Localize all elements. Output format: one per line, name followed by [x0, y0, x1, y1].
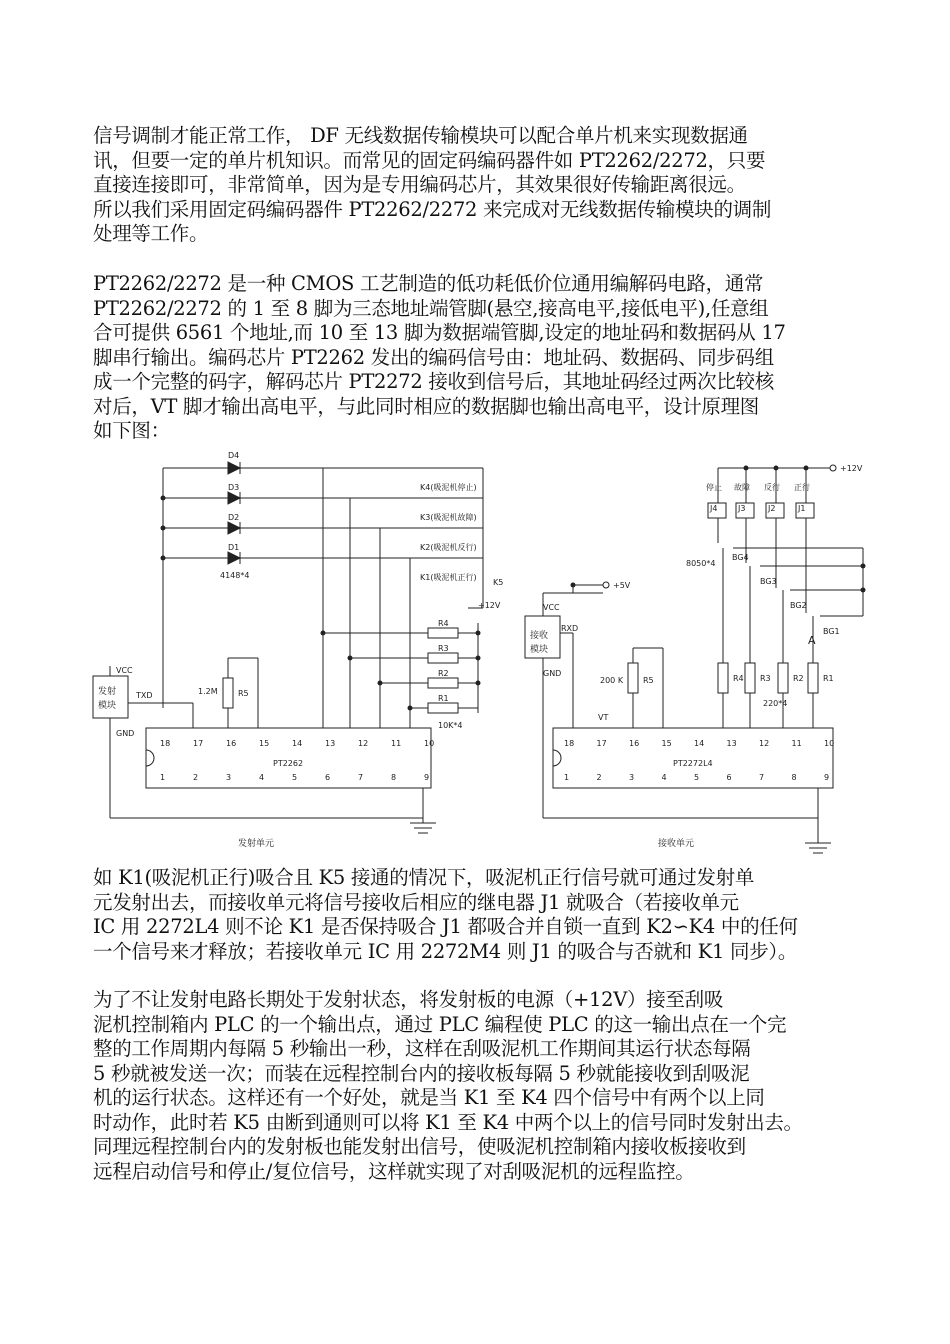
relay-desc-j4: 停止 [706, 483, 722, 492]
rx-chip-pin: 6 [726, 773, 732, 782]
transistor-label-bg4: BG4 [732, 553, 749, 562]
rx-chip-pin: 3 [629, 773, 635, 782]
relay-desc-j3: 故障 [734, 483, 750, 492]
transistor-part-label: 8050*4 [686, 559, 716, 568]
relay-label-j3: J3 [738, 504, 746, 513]
rx-resistor-label-r3: R3 [760, 674, 771, 683]
transistor-label-bg2: BG2 [790, 601, 807, 610]
tx-chip-pin: 9 [424, 773, 430, 782]
paragraph-pt2262-description [93, 272, 863, 444]
rx-chip-label: PT2272L4 [673, 759, 713, 768]
tx-chip-pin: 12 [358, 739, 369, 748]
diode-label-d4: D4 [228, 451, 240, 460]
rx-chip-pin: 12 [759, 739, 770, 748]
switch-label-k4: K4(吸泥机停止) [420, 483, 477, 492]
rx-chip-pin: 17 [596, 739, 607, 748]
text-line: 对后，VT 脚才输出高电平，与此同时相应的数据脚也输出高电平，设计原理图 [93, 394, 759, 418]
text-line: PT2262/2272 的 1 至 8 脚为三态地址端管脚(悬空,接高电平,接低电平),任意组 [93, 296, 769, 320]
rx-rxd-label: RXD [561, 624, 579, 633]
rx-chip-pin: 10 [824, 739, 835, 748]
tx-chip-pin: 4 [259, 773, 265, 782]
relay-desc-j2: 反行 [764, 483, 780, 492]
relay-label-j1: J1 [798, 504, 806, 513]
tx-resistor-label-r1: R1 [438, 694, 449, 703]
tx-chip-pin: 5 [292, 773, 298, 782]
rx-resistor-label-r4: R4 [733, 674, 744, 683]
rx-chip-pin: 13 [726, 739, 737, 748]
tx-chip-pin: 6 [325, 773, 331, 782]
rx-chip-pin: 9 [824, 773, 830, 782]
paragraph-intro [93, 124, 863, 247]
tx-module-label-2: 模块 [98, 701, 117, 711]
rx-supply5-label: +5V [613, 581, 631, 590]
diode-label-d1: D1 [228, 543, 240, 552]
paragraph-plc-control [93, 988, 863, 1184]
tx-chip-pin: 16 [226, 739, 237, 748]
switch-label-k5: K5 [493, 578, 504, 587]
text-line: IC 用 2272L4 则不论 K1 是否保持吸合 J1 都吸合并自锁一直到 K2∽K4 中的任何 [93, 915, 798, 938]
tx-chip-pin: 14 [292, 739, 303, 748]
tx-chip-pin: 7 [358, 773, 364, 782]
circuit-diagram [88, 448, 868, 860]
tx-chip-pin: 1 [160, 773, 166, 782]
tx-chip-pin: 3 [226, 773, 232, 782]
tx-chip-pin: 13 [325, 739, 336, 748]
tx-caption: 发射单元 [238, 839, 275, 849]
paragraph-k1-operation [93, 866, 863, 964]
rx-module-label-2: 模块 [530, 645, 549, 655]
rx-chip-pin: 4 [661, 773, 667, 782]
text-line: 如下图： [93, 419, 170, 442]
transistor-label-bg1: BG1 [823, 627, 840, 636]
rx-chip-pin: 11 [791, 739, 802, 748]
switch-label-k1: K1(吸泥机正行) [420, 573, 477, 582]
tx-gnd-label: GND [116, 729, 135, 738]
relay-desc-j1: 正行 [794, 483, 810, 492]
diode-label-d2: D2 [228, 513, 240, 522]
text-line: 脚串行输出。编码芯片 PT2262 发出的编码信号由：地址码、数据码、同步码组 [93, 345, 774, 369]
text-line: 整的工作周期内每隔 5 秒输出一秒，这样在刮吸泥机工作期间其运行状态每隔 [93, 1037, 751, 1060]
text-line: 如 K1(吸泥机正行)吸合且 K5 接通的情况下，吸泥机正行信号就可通过发射单 [93, 866, 755, 889]
text-line: 成一个完整的码字，解码芯片 PT2272 接收到信号后，其地址码经过两次比较核 [93, 370, 774, 393]
relay-label-j2: J2 [768, 504, 776, 513]
tx-chip-pin: 8 [391, 773, 397, 782]
rx-caption: 接收单元 [658, 839, 695, 849]
tx-chip-pin: 17 [193, 739, 204, 748]
text-line: 5 秒就被发送一次；而装在远程控制台内的接收板每隔 5 秒就能接收到刮吸泥 [93, 1061, 750, 1085]
tx-chip-label: PT2262 [273, 759, 304, 768]
text-line: 一个信号来才释放；若接收单元 IC 用 2272M4 则 J1 的吸合与否就和 K1 同步）。 [93, 939, 798, 963]
switch-label-k2: K2(吸泥机反行) [420, 543, 477, 552]
text-line: 信号调制才能正常工作， DF 无线数据传输模块可以配合单片机来实现数据通 [93, 124, 748, 147]
tx-r5-value: 1.2M [198, 687, 218, 696]
tx-resistor-label-r4: R4 [438, 619, 449, 628]
tx-resistor-label-r2: R2 [438, 669, 449, 678]
text-line: 同理远程控制台内的发射板也能发射出信号，使吸泥机控制箱内接收板接收到 [93, 1135, 746, 1158]
tx-chip-pin: 11 [391, 739, 402, 748]
relay-label-j4: J4 [710, 504, 718, 513]
rx-chip-pin: 8 [791, 773, 797, 782]
tx-resistor-label-r3: R3 [438, 644, 449, 653]
tx-chip-pin: 15 [259, 739, 270, 748]
rx-chip-pin: 15 [661, 739, 672, 748]
rx-chip-pin: 18 [564, 739, 575, 748]
text-line: 直接连接即可，非常简单，因为是专用编码芯片，其效果很好传输距离很远。 [93, 173, 746, 196]
tx-vcc-label: VCC [116, 666, 133, 675]
node-a-label: A [808, 634, 816, 647]
rx-gnd-label: GND [543, 669, 562, 678]
rx-chip-pin: 5 [694, 773, 700, 782]
rx-chip-pin: 1 [564, 773, 570, 782]
tx-r5-label: R5 [238, 689, 249, 698]
tx-txd-label: TXD [136, 691, 153, 700]
tx-resistor-value: 10K*4 [438, 721, 463, 730]
text-line: 机的运行状态。这样还有一个好处，就是当 K1 至 K4 四个信号中有两个以上同 [93, 1086, 765, 1109]
rx-vt-label: VT [598, 713, 609, 722]
text-line: PT2262/2272 是一种 CMOS 工艺制造的低功耗低价位通用编解码电路，通常 [93, 272, 764, 295]
tx-chip-pin: 2 [193, 773, 199, 782]
rx-chip-pin: 16 [629, 739, 640, 748]
rx-r5-value: 200 K [600, 676, 624, 685]
diode-part-label: 4148*4 [220, 571, 250, 580]
rx-resistor-label-r1: R1 [823, 674, 834, 683]
switch-label-k3: K3(吸泥机故障) [420, 513, 477, 522]
rx-vcc-label: VCC [543, 603, 560, 612]
tx-supply-label: +12V [478, 601, 501, 610]
rx-resistor-value: 220*4 [763, 699, 788, 708]
rx-chip-pin: 7 [759, 773, 765, 782]
tx-chip-pin: 18 [160, 739, 171, 748]
text-line: 所以我们采用固定码编码器件 PT2262/2272 来完成对无线数据传输模块的调制 [93, 197, 772, 221]
rx-resistor-label-r2: R2 [793, 674, 804, 683]
text-line: 处理等工作。 [93, 222, 209, 245]
transistor-label-bg3: BG3 [760, 577, 777, 586]
text-line: 元发射出去，而接收单元将信号接收后相应的继电器 J1 就吸合（若接收单元 [93, 890, 739, 914]
rx-module-label-1: 接收 [530, 631, 549, 641]
text-line: 泥机控制箱内 PLC 的一个输出点，通过 PLC 编程使 PLC 的这一输出点在一个完 [93, 1012, 787, 1036]
text-line: 时动作，此时若 K5 由断到通则可以将 K1 至 K4 中两个以上的信号同时发射出去。 [93, 1110, 803, 1134]
text-line: 远程启动信号和停止/复位信号，这样就实现了对刮吸泥机的远程监控。 [93, 1159, 695, 1183]
rx-r5-label: R5 [643, 676, 654, 685]
rx-chip-pin: 2 [596, 773, 602, 782]
tx-module-label-1: 发射 [98, 687, 117, 697]
text-line: 讯，但要一定的单片机知识。而常见的固定码编码器件如 PT2262/2272，只要 [93, 148, 766, 172]
tx-chip-pin: 10 [424, 739, 435, 748]
rx-chip-pin: 14 [694, 739, 705, 748]
diode-label-d3: D3 [228, 483, 240, 492]
rx-supply12-label: +12V [840, 464, 863, 473]
text-line: 合可提供 6561 个地址,而 10 至 13 脚为数据端管脚,设定的地址码和数据码从 17 [93, 321, 786, 344]
text-line: 为了不让发射电路长期处于发射状态，将发射板的电源（+12V）接至刮吸 [93, 988, 724, 1011]
